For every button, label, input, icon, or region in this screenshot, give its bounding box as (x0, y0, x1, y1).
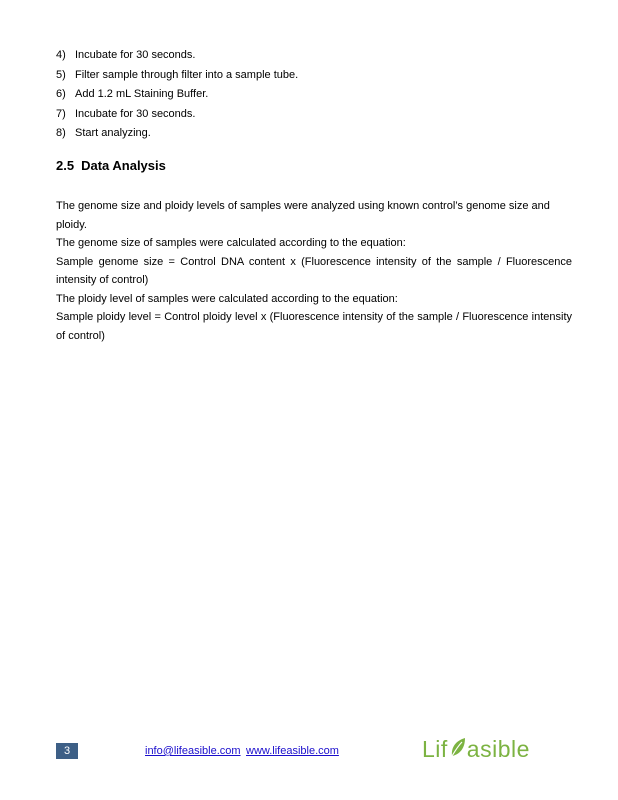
step-item (56, 124, 298, 144)
logo-text-start: Lif (422, 735, 448, 762)
paragraph-ploidy-equation-intro: The ploidy level of samples were calculated according to the equation: (56, 292, 398, 305)
ploidy-level-equation: Sample ploidy level = Control ploidy level x (Fluorescence intensity of the sample / Fluorescence intensity of control) (56, 311, 572, 342)
section-number: 2.5 (56, 158, 75, 173)
step-item (56, 85, 298, 105)
step-number: 4) (56, 49, 66, 61)
paragraph-intro: The genome size and ploidy levels of samples were analyzed using known control’s genome size and ploidy. (56, 200, 550, 231)
step-text: Start analyzing. (75, 127, 151, 139)
logo-text-end: asible (466, 735, 530, 762)
page-number-badge: 3 (56, 743, 78, 759)
step-number: 7) (56, 107, 66, 120)
step-text: Incubate for 30 seconds. (75, 49, 196, 61)
step-item (56, 105, 298, 125)
section-heading (56, 158, 166, 173)
section-title: Data Analysis (81, 158, 166, 173)
step-text: Incubate for 30 seconds. (75, 107, 196, 120)
genome-size-equation: Sample genome size = Control DNA content x (Fluorescence intensity of the sample / Fluorescence intensity of control) (56, 255, 572, 286)
step-text: Filter sample through filter into a sample tube. (75, 68, 299, 81)
step-item (56, 46, 298, 66)
protocol-steps-list (56, 46, 298, 144)
step-item (56, 66, 298, 86)
email-link[interactable]: info@lifeasible.com (145, 745, 241, 757)
step-text: Add 1.2 mL Staining Buffer. (75, 88, 209, 100)
step-number: 8) (56, 127, 66, 139)
paragraph-genome-equation-intro: The genome size of samples were calculated according to the equation: (56, 237, 406, 249)
step-number: 6) (56, 88, 66, 100)
website-link[interactable]: www.lifeasible.com (246, 745, 339, 757)
step-number: 5) (56, 68, 66, 81)
leaf-icon (449, 736, 467, 760)
section-body (56, 197, 572, 345)
lifeasible-logo (422, 729, 530, 769)
